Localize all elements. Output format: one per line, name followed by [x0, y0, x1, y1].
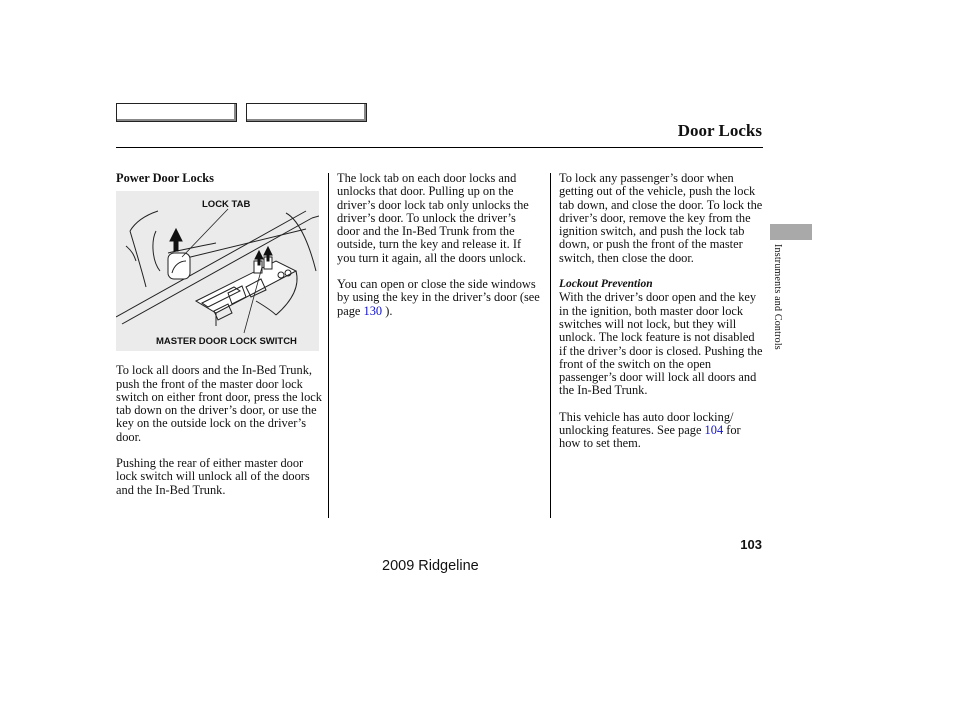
paragraph: [559, 411, 765, 451]
paragraph-text: ).: [382, 303, 393, 318]
door-panel-drawing: [116, 191, 319, 351]
paragraph: With the driver’s door open and the key in the ignition, both master door lock switches will not lock, but they will unlock. The lock feature is not disabled if the driver’s door is closed. Pushing the front of the switch on the open passenger’s door will lock all doors and the In-Bed Trunk.: [559, 290, 763, 398]
door-lock-illustration: [116, 191, 319, 351]
nav-button-contents[interactable]: [116, 103, 237, 122]
paragraph: The lock tab on each door locks and unlocks that door. Pulling up on the driver’s door lock tab only unlocks the driver’s door. To unlock the driver’s door and the In-Bed Trunk from the outside, turn the key and release it. If you turn it again, all the doors unlock.: [337, 171, 529, 265]
column-divider: [328, 173, 329, 518]
title-rule: [116, 147, 763, 148]
page-link-130[interactable]: 130: [363, 303, 383, 318]
paragraph: To lock any passenger’s door when getting out of the vehicle, push the lock tab down, and close the door. To lock the driver’s door, remove the key from the ignition switch, and push the lock tab down, or push the front of the master switch, then close the door.: [559, 171, 763, 265]
column-2: [337, 172, 540, 318]
paragraph-text: You can open or close the side windows by using the key in the driver’s door (see page: [337, 277, 540, 318]
page-title: Door Locks: [677, 121, 762, 140]
paragraph: Pushing the rear of either master door lock switch will unlock all of the doors and the In-Bed Trunk.: [116, 456, 310, 497]
section-heading: Power Door Locks: [116, 171, 214, 185]
master-switch-label: MASTER DOOR LOCK SWITCH: [156, 336, 297, 348]
paragraph: To lock all doors and the In-Bed Trunk, push the front of the master door lock switch on either front door, press the lock tab down on the driver’s door, or use the key on the outside lock on the driver’s door.: [116, 363, 322, 444]
page-number: 103: [740, 537, 762, 552]
subheading: Lockout Prevention: [559, 278, 653, 291]
section-tab: [770, 224, 812, 240]
nav-button-index[interactable]: [246, 103, 367, 122]
paragraph-text: This vehicle has auto door locking/ unlocking features. See page: [559, 409, 734, 438]
column-1: [116, 172, 323, 497]
column-divider: [550, 173, 551, 518]
paragraph: [337, 278, 540, 318]
page-link-104[interactable]: 104: [704, 423, 724, 438]
footer-model: 2009 Ridgeline: [382, 558, 479, 574]
paragraph-text: for how to set them.: [559, 423, 741, 451]
column-3: [559, 172, 765, 451]
section-label: Instruments and Controls: [772, 244, 783, 350]
lock-tab-label: LOCK TAB: [202, 199, 251, 211]
